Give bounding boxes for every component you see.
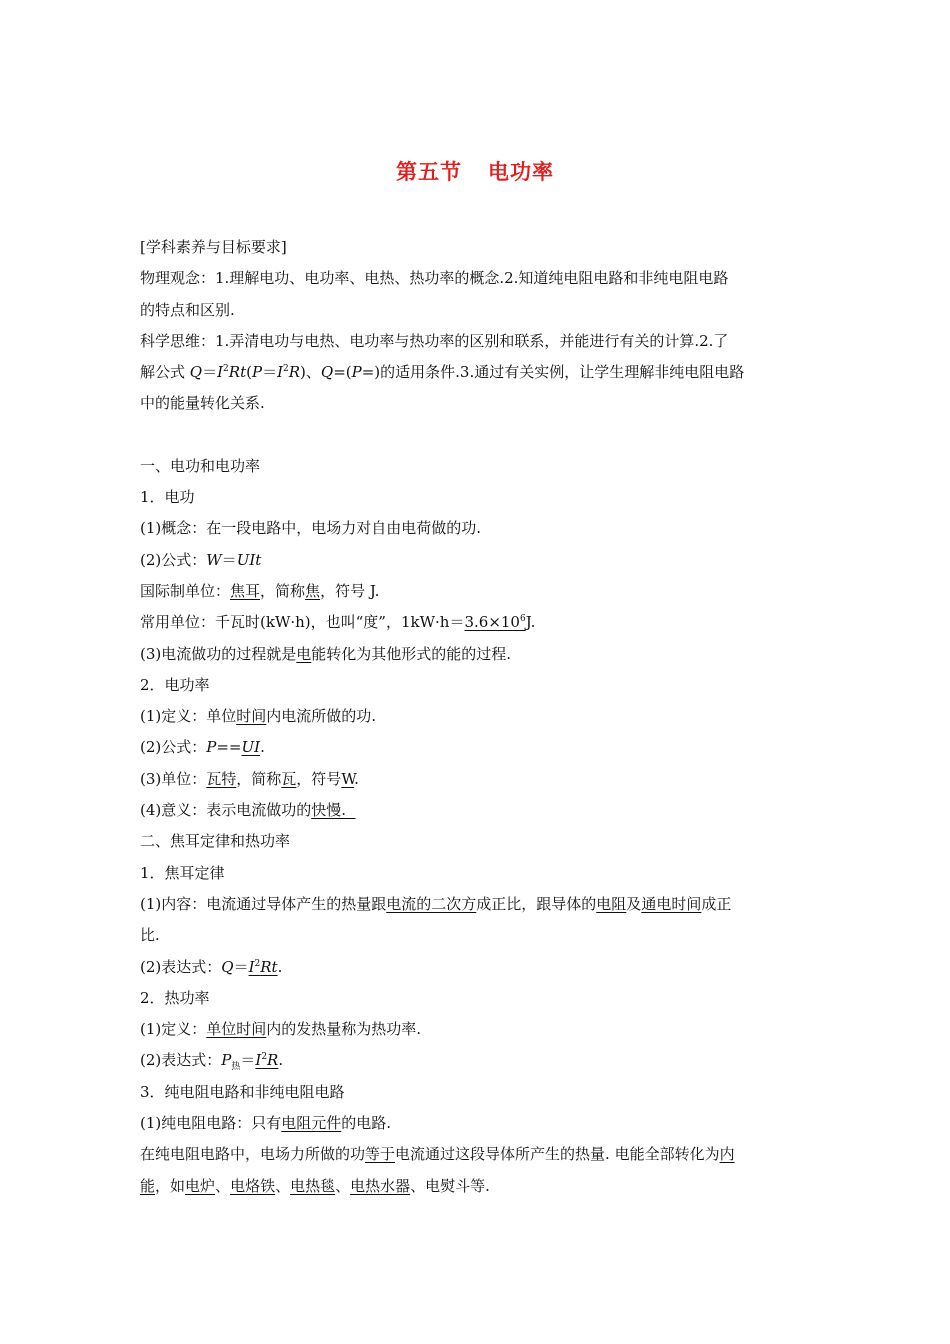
power-formula: (2)公式：P==UI. bbox=[140, 738, 265, 757]
energy-conversion-line: (3)电流做功的过程就是电能转化为其他形式的能的过程. bbox=[140, 644, 512, 663]
intro-line-3: 科学思维：1.弄清电功与电热、电功率与热功率的区别和联系，并能进行有关的计算.2.了 bbox=[140, 331, 729, 350]
subsection-electric-power: 2．电功率 bbox=[140, 675, 210, 694]
intro-line-5: 中的能量转化关系. bbox=[140, 394, 265, 413]
section-1-heading: 一、电功和电功率 bbox=[140, 456, 261, 475]
pure-resistance-note: 在纯电阻电路中，电场力所做的功等于电流通过这段导体所产生的热量. 电能全部转化为内 bbox=[140, 1145, 735, 1164]
si-unit-line: 国际制单位：焦耳，简称焦，符号 J. bbox=[140, 581, 380, 600]
work-formula: (2)公式：W＝UIt bbox=[140, 550, 262, 569]
power-unit: (3)单位：瓦特，简称瓦，符号W. bbox=[140, 769, 359, 788]
joule-law-expression: (2)表达式：$Q=I^2Rt$. bbox=[140, 957, 283, 976]
intro-line-4: 解公式 $Q=I^2Rt(P=I^2R)$、Q=(P=)的适用条件.3.通过有关实例，让学生理解非纯电阻电路 bbox=[140, 363, 745, 382]
pure-resistance-examples: 能，如电炉、电烙铁、电热毯、电热水器、电熨斗等. bbox=[140, 1176, 490, 1195]
joule-law-content-cont: 比. bbox=[140, 926, 160, 945]
joule-law-content: (1)内容：电流通过导体产生的热量跟电流的二次方成正比，跟导体的电阻及通电时间成正 bbox=[140, 894, 732, 913]
subsection-circuits: 3．纯电阻电路和非纯电阻电路 bbox=[140, 1082, 345, 1101]
subsection-heat-power: 2．热功率 bbox=[140, 988, 210, 1007]
pure-resistance-circuit: (1)纯电阻电路：只有电阻元件的电路. bbox=[140, 1114, 392, 1133]
common-unit-line: 常用单位：千瓦时(kW·h)，也叫“度”，$1kW\cdot h=3.6\times 10^6J$. bbox=[140, 613, 536, 632]
section-spacer bbox=[140, 420, 812, 451]
heat-power-expression: (2)表达式：$P_热=I^2R$. bbox=[140, 1051, 284, 1073]
power-definition: (1)定义：单位时间内电流所做的功. bbox=[140, 707, 377, 726]
power-meaning: (4)意义：表示电流做功的快慢. bbox=[140, 801, 347, 820]
subsection-electric-work: 1．电功 bbox=[140, 488, 195, 507]
intro-header: [学科素养与目标要求] bbox=[140, 238, 287, 256]
title-topic: 电功率 bbox=[488, 159, 554, 184]
title-section-number: 第五节 bbox=[396, 159, 462, 184]
heat-power-definition: (1)定义：单位时间内的发热量称为热功率. bbox=[140, 1020, 422, 1039]
page-title bbox=[0, 156, 950, 186]
section-2-heading: 二、焦耳定律和热功率 bbox=[140, 832, 291, 851]
subsection-joule-law: 1．焦耳定律 bbox=[140, 863, 225, 882]
intro-line-2: 的特点和区别. bbox=[140, 300, 235, 319]
intro-line-1: 物理观念：1.理解电功、电功率、电热、热功率的概念.2.知道纯电阻电路和非纯电阻电路 bbox=[140, 269, 729, 288]
document-body bbox=[140, 232, 812, 1202]
work-concept: (1)概念：在一段电路中，电场力对自由电荷做的功. bbox=[140, 519, 482, 538]
